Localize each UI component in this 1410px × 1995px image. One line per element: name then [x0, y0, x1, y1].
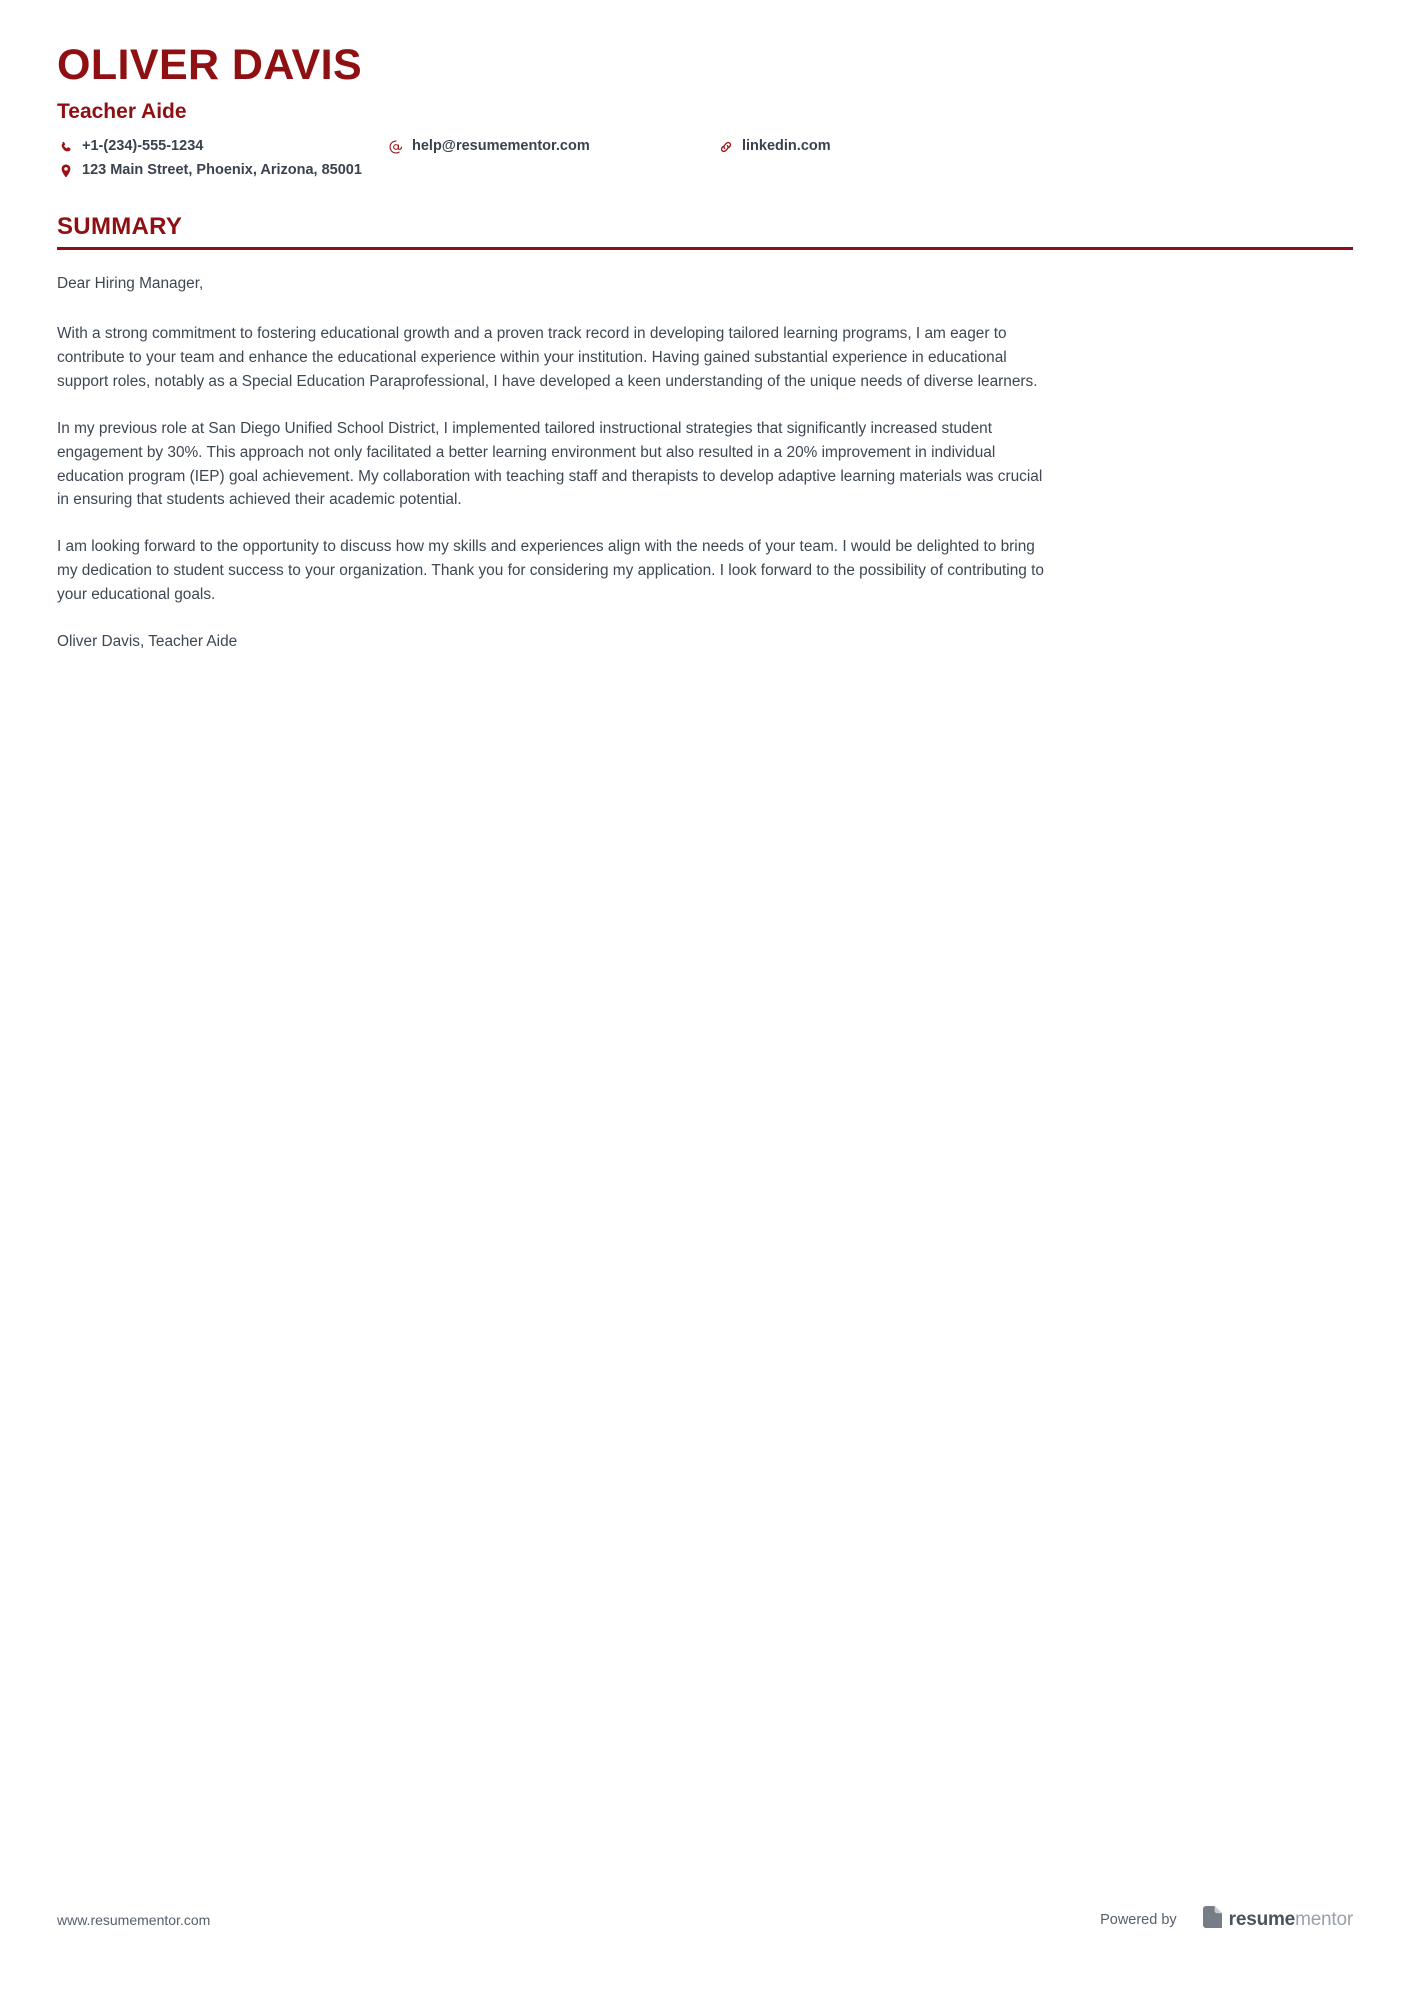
letter-salutation: Dear Hiring Manager,: [57, 275, 204, 293]
section-heading-summary: SUMMARY: [57, 213, 183, 241]
candidate-job-title: Teacher Aide: [57, 100, 187, 124]
document-footer: [57, 1906, 1353, 1933]
contact-link-value: linkedin.com: [742, 138, 831, 155]
resumementor-logo-text: [1229, 1909, 1353, 1931]
section-divider: [57, 247, 1353, 250]
resumementor-logo-mark-icon: [1203, 1906, 1222, 1933]
brand-light: mentor: [1295, 1908, 1353, 1930]
contact-address-value: 123 Main Street, Phoenix, Arizona, 85001: [82, 161, 362, 178]
contact-email-value: help@resumementor.com: [412, 138, 590, 155]
letter-paragraph: With a strong commitment to fostering educational growth and a proven track record in developing tailored learning programs, I am eager to contribute to your team and enhance the educational experience within your institution. Having gained substantial experience in educational support roles, notably as a Special Education Paraprofessional, I have developed a keen understanding of the unique needs of diverse learners.: [57, 325, 1038, 390]
letter-signoff: Oliver Davis, Teacher Aide: [57, 632, 238, 650]
summary-section: [57, 213, 1353, 654]
contact-row-primary: [57, 138, 1353, 155]
powered-by-label: Powered by: [1100, 1911, 1177, 1928]
resumementor-logo: [1203, 1906, 1353, 1933]
footer-website-url[interactable]: www.resumementor.com: [57, 1911, 211, 1928]
contact-email[interactable]: [387, 138, 717, 155]
footer-branding: [1100, 1906, 1353, 1933]
contact-phone-value: +1-(234)-555-1234: [82, 138, 204, 155]
link-icon: [717, 139, 735, 155]
contact-phone[interactable]: [57, 138, 387, 155]
location-pin-icon: [57, 163, 75, 179]
at-icon: [387, 139, 405, 155]
contact-link[interactable]: [717, 138, 1047, 155]
letter-paragraph: In my previous role at San Diego Unified School District, I implemented tailored instructional strategies that significantly increased student engagement by 30%. This approach not only facilitated a better learning environment but also resulted in a 20% improvement in individual education program (IEP) goal achievement. My collaboration with teaching staff and therapists to develop adaptive learning materials was crucial in ensuring that students achieved their academic potential.: [57, 419, 1043, 509]
contact-block: [57, 138, 1353, 179]
cover-letter-body: [57, 272, 1353, 654]
contact-address: [57, 162, 362, 179]
document-header: [57, 0, 1353, 179]
phone-icon: [57, 139, 75, 155]
brand-strong: resume: [1228, 1908, 1296, 1930]
letter-paragraph: I am looking forward to the opportunity to discuss how my skills and experiences align with the needs of your team. I would be delighted to bring my dedication to student success to your organization. Thank you for considering my application. I look forward to the possibility of contributing to your educational goals.: [57, 538, 1044, 604]
contact-row-secondary: [57, 162, 1353, 179]
candidate-name: OLIVER DAVIS: [57, 41, 363, 89]
